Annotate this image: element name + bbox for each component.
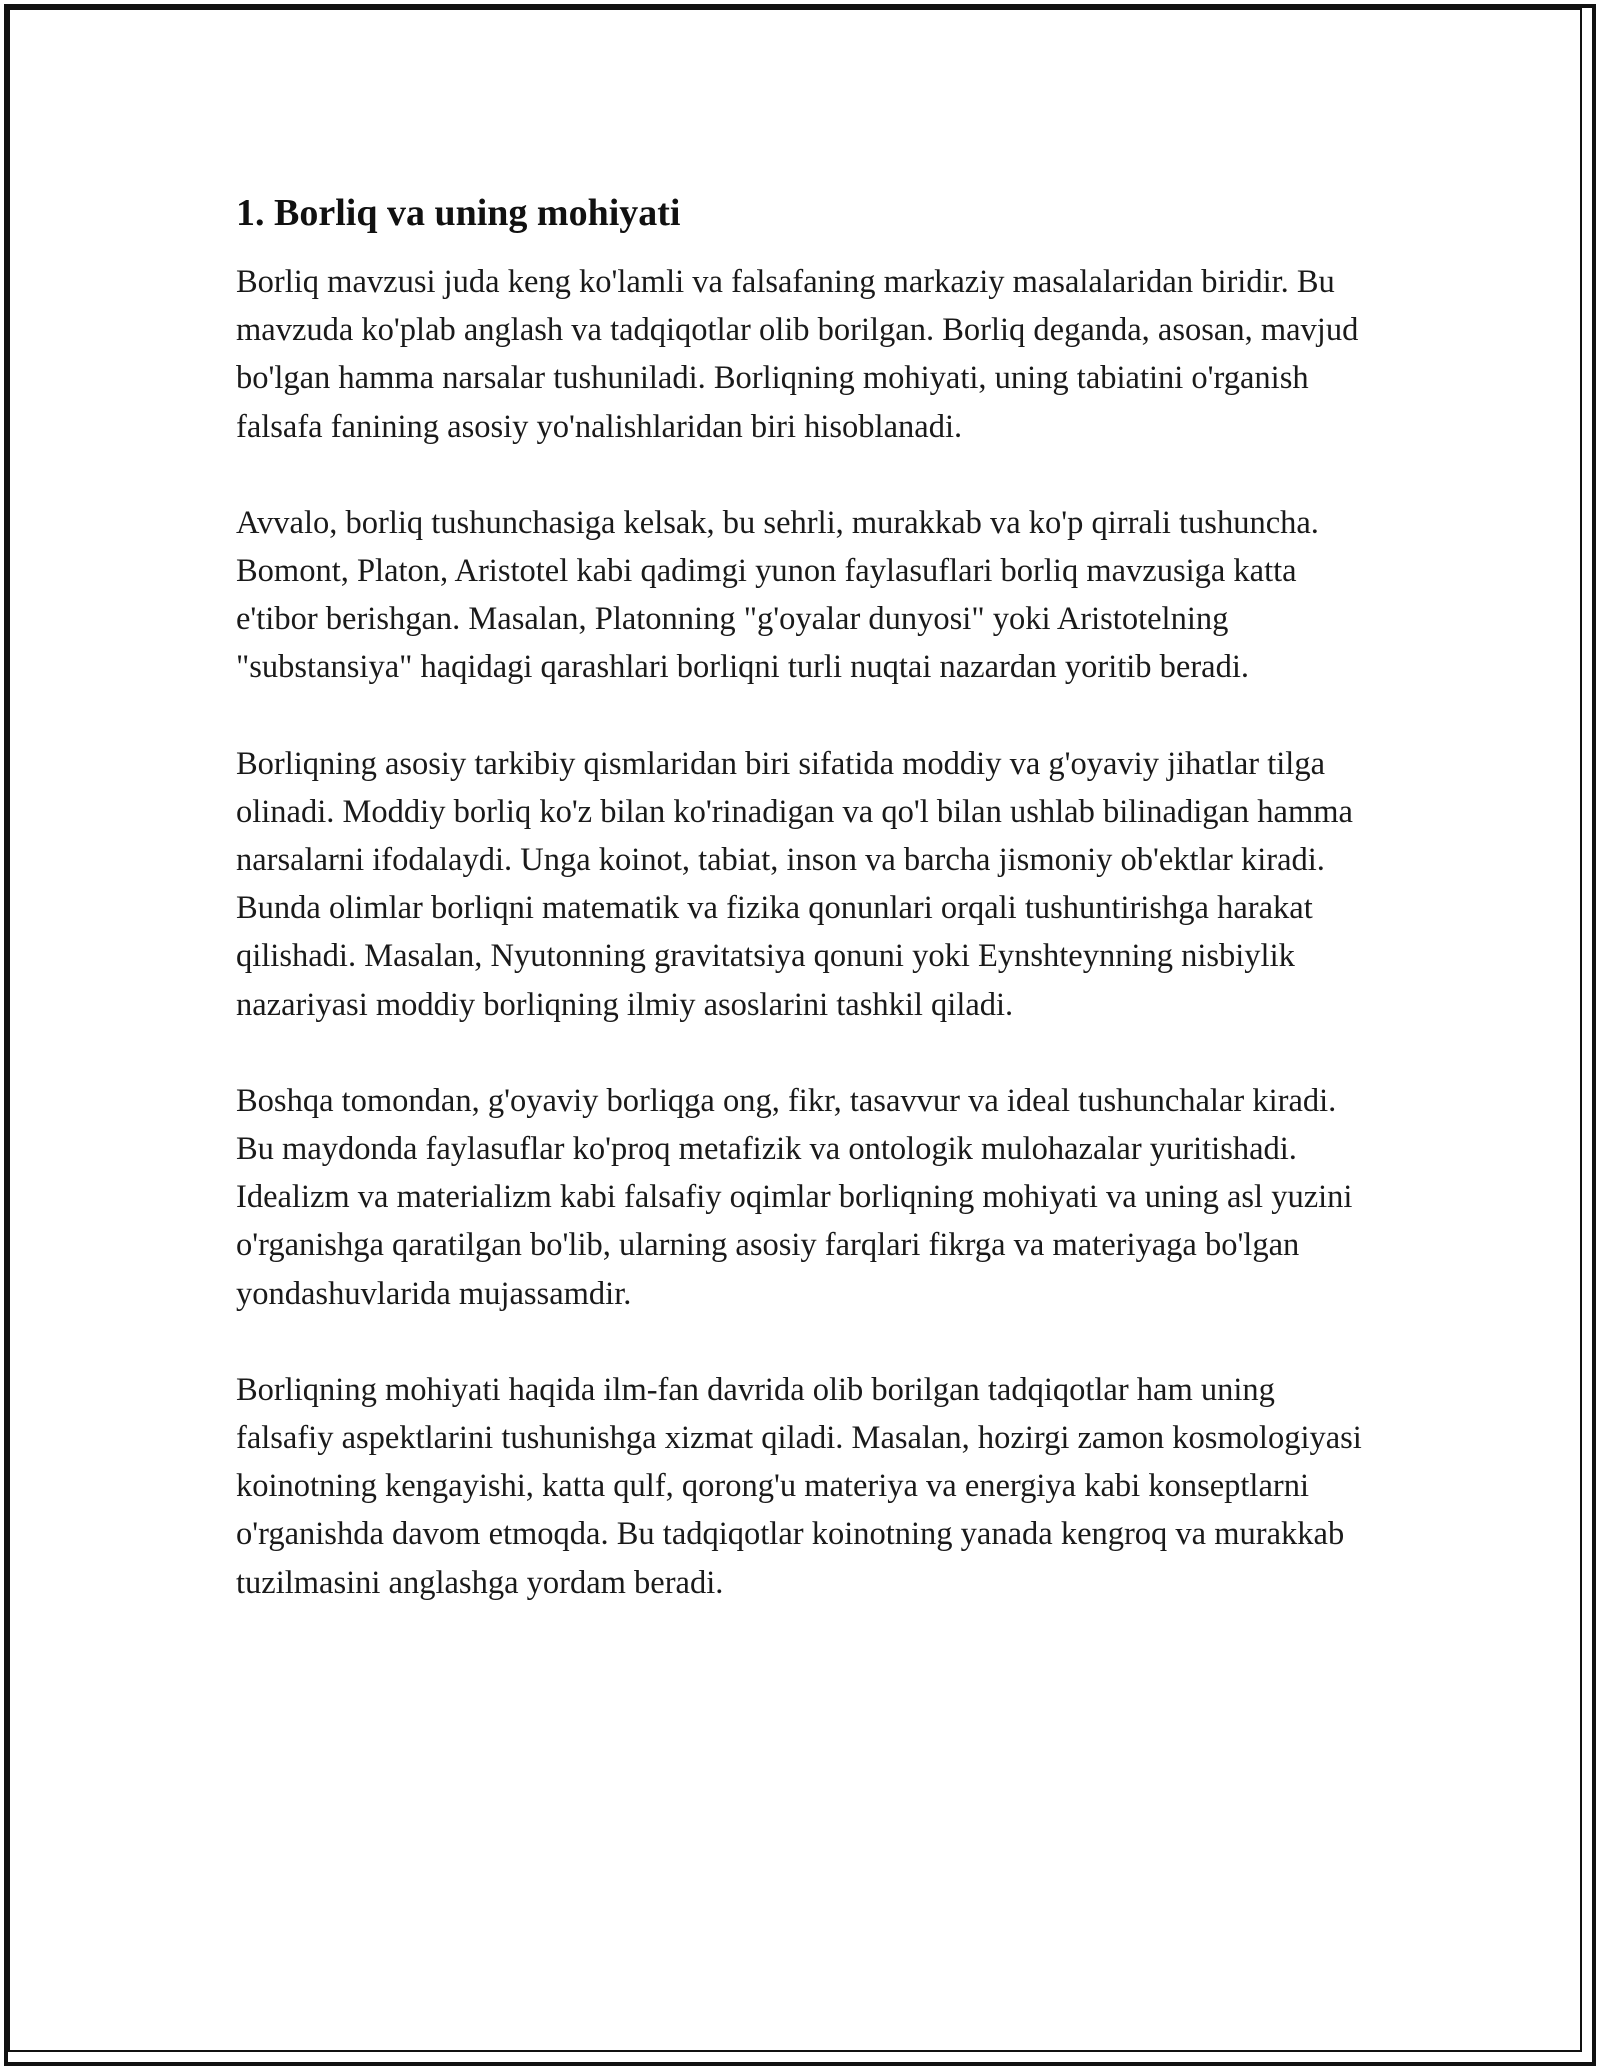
paragraph-2: Avvalo, borliq tushunchasiga kelsak, bu sehrli, murakkab va ko'p qirrali tushuncha. Bomont, Platon, Aristotel kabi qadimgi yunon faylasuflari borliq mavzusiga katta e'tibor berishgan. Masalan, Platonning "g'oyalar dunyosi" yoki Aristotelning "substansiya" haqidagi qarashlari borliqni turli nuqtai nazardan yoritib beradi. [236, 504, 1319, 686]
section-heading: 1. Borliq va uning mohiyati [236, 192, 681, 234]
paragraph-3: Borliqning asosiy tarkibiy qismlaridan biri sifatida moddiy va g'oyaviy jihatlar tilga olinadi. Moddiy borliq ko'z bilan ko'rinadigan va qo'l bilan ushlab bilinadigan hamma narsalarni ifodalaydi. Unga koinot, tabiat, inson va barcha jismoniy ob'ektlar kiradi. Bunda olimlar borliqni matematik va fizika qonunlari orqali tushuntirishga harakat qilishadi. Masalan, Nyutonning gravitatsiya qonuni yoki Eynshteynning nisbiylik nazariyasi moddiy borliqning ilmiy asoslarini tashkil qiladi. [236, 745, 1353, 1023]
paragraph-4: Boshqa tomondan, g'oyaviy borliqga ong, fikr, tasavvur va ideal tushunchalar kiradi. Bu maydonda faylasuflar ko'proq metafizik va ontologik mulohazalar yuritishadi. Idealizm va materializm kabi falsafiy oqimlar borliqning mohiyati va uning asl yuzini o'rganishga qaratilgan bo'lib, ularning asosiy farqlari fikrga va materiyaga bo'lgan yondashuvlarida mujassamdir. [236, 1082, 1353, 1312]
paragraph-5: Borliqning mohiyati haqida ilm-fan davrida olib borilgan tadqiqotlar ham uning falsafiy aspektlarini tushunishga xizmat qiladi. Masalan, hozirgi zamon kosmologiyasi koinotning kengayishi, katta qulf, qorong'u materiya va energiya kabi konseptlarni o'rganishda davom etmoqda. Bu tadqiqotlar koinotning yanada kengroq va murakkab tuzilmasini anglashga yordam beradi. [236, 1371, 1362, 1601]
paragraph-1: Borliq mavzusi juda keng ko'lamli va falsafaning markaziy masalalaridan biridir. Bu mavzuda ko'plab anglash va tadqiqotlar olib borilgan. Borliq deganda, asosan, mavjud bo'lgan hamma narsalar tushuniladi. Borliqning mohiyati, uning tabiatini o'rganish falsafa fanining asosiy yo'nalishlaridan biri hisoblanadi. [236, 264, 1359, 445]
document-body [236, 188, 1366, 1655]
